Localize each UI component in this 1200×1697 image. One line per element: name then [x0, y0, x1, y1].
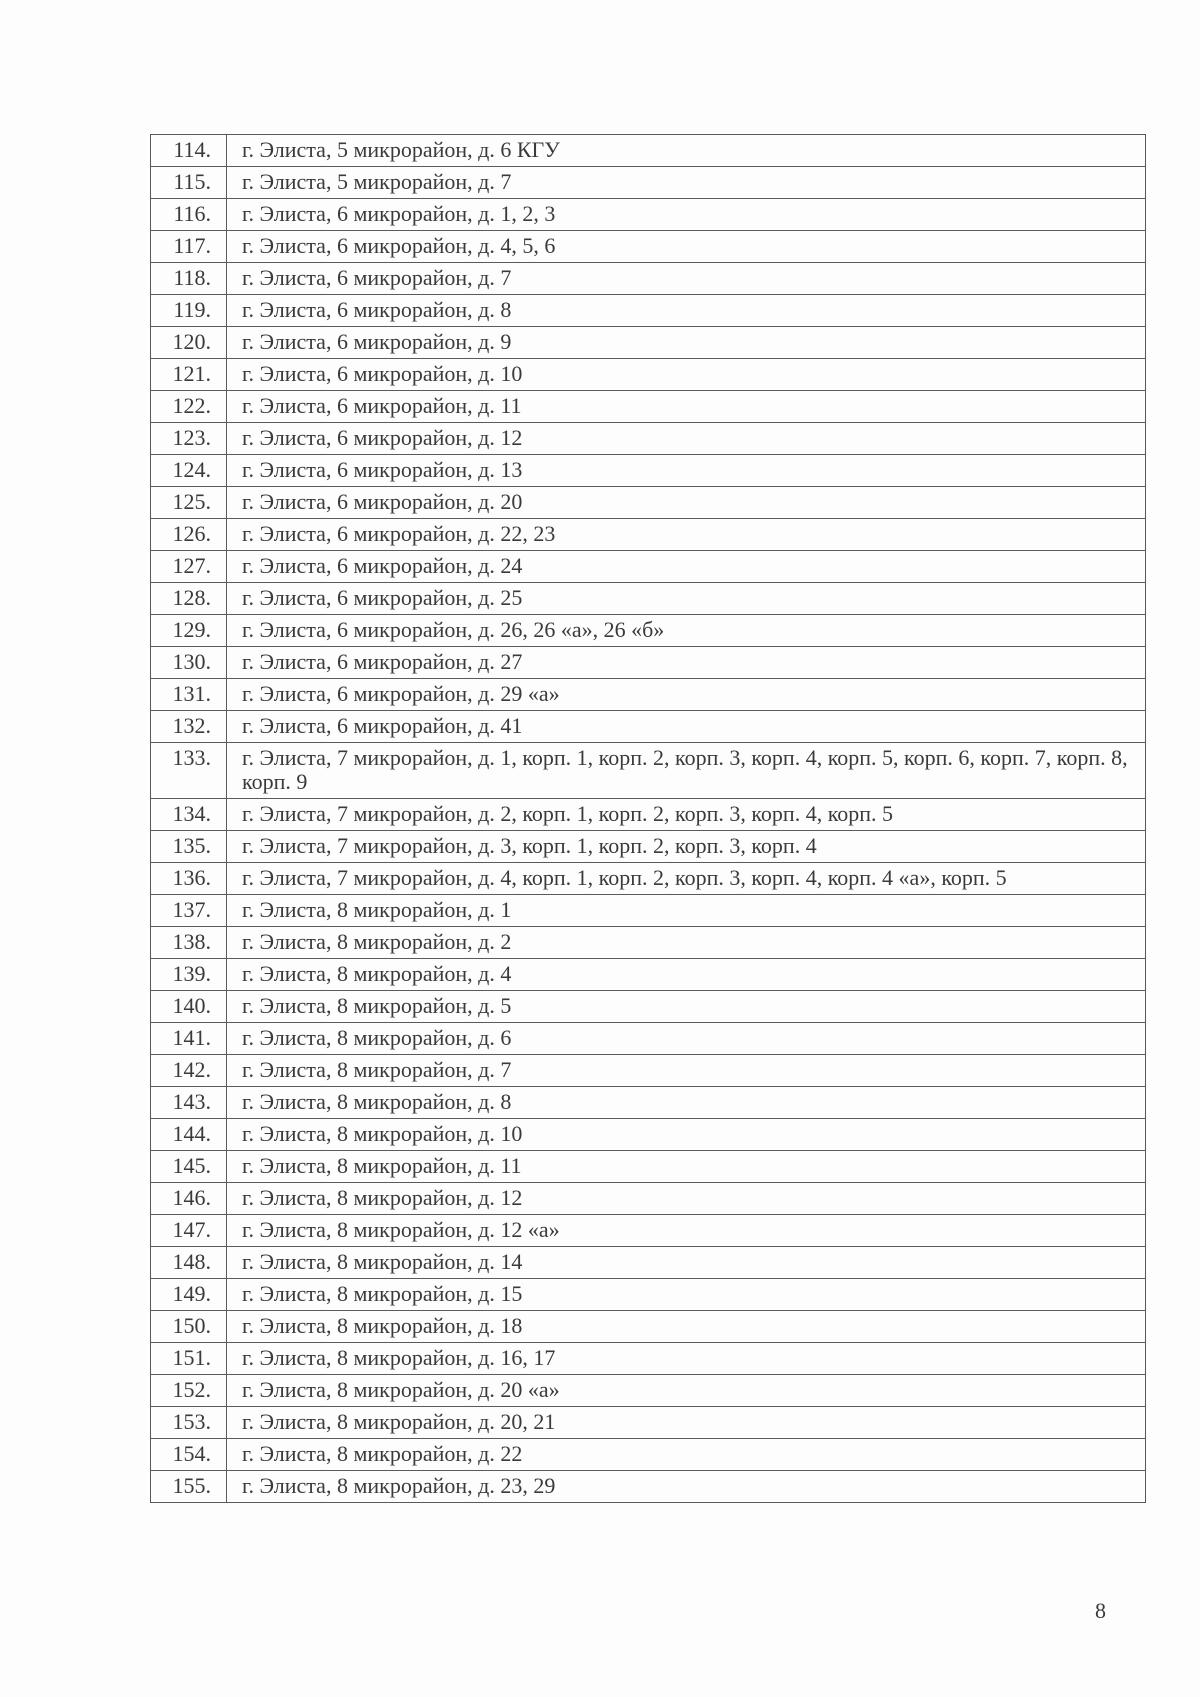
- row-number: 133.: [151, 743, 227, 799]
- table-row: [151, 927, 1146, 959]
- row-number: 145.: [151, 1151, 227, 1183]
- row-address: г. Элиста, 6 микрорайон, д. 11: [227, 391, 1146, 423]
- row-address: г. Элиста, 6 микрорайон, д. 24: [227, 551, 1146, 583]
- row-address: г. Элиста, 6 микрорайон, д. 10: [227, 359, 1146, 391]
- row-number: 128.: [151, 583, 227, 615]
- table-row: [151, 327, 1146, 359]
- row-address: г. Элиста, 8 микрорайон, д. 20, 21: [227, 1407, 1146, 1439]
- row-address: г. Элиста, 6 микрорайон, д. 12: [227, 423, 1146, 455]
- row-address: г. Элиста, 8 микрорайон, д. 6: [227, 1023, 1146, 1055]
- table-row: [151, 1471, 1146, 1503]
- table-row: [151, 1439, 1146, 1471]
- row-address: г. Элиста, 8 микрорайон, д. 12: [227, 1183, 1146, 1215]
- row-number: 152.: [151, 1375, 227, 1407]
- page-number: 8: [1095, 1598, 1106, 1623]
- row-number: 135.: [151, 831, 227, 863]
- row-number: 131.: [151, 679, 227, 711]
- row-number: 121.: [151, 359, 227, 391]
- row-number: 127.: [151, 551, 227, 583]
- row-number: 123.: [151, 423, 227, 455]
- row-address: г. Элиста, 6 микрорайон, д. 1, 2, 3: [227, 199, 1146, 231]
- table-row: [151, 991, 1146, 1023]
- table-row: [151, 1151, 1146, 1183]
- address-table: [150, 134, 1146, 1503]
- table-row: [151, 231, 1146, 263]
- table-row: [151, 423, 1146, 455]
- table-row: [151, 711, 1146, 743]
- row-address: г. Элиста, 7 микрорайон, д. 1, корп. 1, корп. 2, корп. 3, корп. 4, корп. 5, корп. 6, корп. 7, корп. 8, корп. 9: [227, 743, 1146, 799]
- row-number: 124.: [151, 455, 227, 487]
- row-number: 115.: [151, 167, 227, 199]
- table-row: [151, 1087, 1146, 1119]
- row-address: г. Элиста, 7 микрорайон, д. 2, корп. 1, корп. 2, корп. 3, корп. 4, корп. 5: [227, 799, 1146, 831]
- row-number: 136.: [151, 863, 227, 895]
- row-address: г. Элиста, 5 микрорайон, д. 6 КГУ: [227, 135, 1146, 167]
- table-row: [151, 359, 1146, 391]
- table-row: [151, 1055, 1146, 1087]
- table-row: [151, 743, 1146, 799]
- row-address: г. Элиста, 8 микрорайон, д. 2: [227, 927, 1146, 959]
- table-row: [151, 959, 1146, 991]
- row-number: 139.: [151, 959, 227, 991]
- table-row: [151, 863, 1146, 895]
- table-row: [151, 391, 1146, 423]
- row-address: г. Элиста, 6 микрорайон, д. 4, 5, 6: [227, 231, 1146, 263]
- row-address: г. Элиста, 6 микрорайон, д. 29 «а»: [227, 679, 1146, 711]
- row-address: г. Элиста, 8 микрорайон, д. 4: [227, 959, 1146, 991]
- row-address: г. Элиста, 6 микрорайон, д. 26, 26 «а», 26 «б»: [227, 615, 1146, 647]
- row-address: г. Элиста, 6 микрорайон, д. 13: [227, 455, 1146, 487]
- row-number: 150.: [151, 1311, 227, 1343]
- table-row: [151, 167, 1146, 199]
- table-row: [151, 1023, 1146, 1055]
- table-row: [151, 519, 1146, 551]
- row-number: 120.: [151, 327, 227, 359]
- table-row: [151, 799, 1146, 831]
- row-number: 140.: [151, 991, 227, 1023]
- table-row: [151, 135, 1146, 167]
- table-row: [151, 455, 1146, 487]
- table-row: [151, 647, 1146, 679]
- row-address: г. Элиста, 6 микрорайон, д. 27: [227, 647, 1146, 679]
- row-address: г. Элиста, 6 микрорайон, д. 7: [227, 263, 1146, 295]
- row-number: 134.: [151, 799, 227, 831]
- table-row: [151, 1215, 1146, 1247]
- row-number: 129.: [151, 615, 227, 647]
- row-address: г. Элиста, 6 микрорайон, д. 25: [227, 583, 1146, 615]
- row-address: г. Элиста, 8 микрорайон, д. 12 «а»: [227, 1215, 1146, 1247]
- row-address: г. Элиста, 8 микрорайон, д. 8: [227, 1087, 1146, 1119]
- table-row: [151, 583, 1146, 615]
- row-address: г. Элиста, 8 микрорайон, д. 18: [227, 1311, 1146, 1343]
- row-number: 137.: [151, 895, 227, 927]
- table-row: [151, 295, 1146, 327]
- row-address: г. Элиста, 8 микрорайон, д. 22: [227, 1439, 1146, 1471]
- table-row: [151, 263, 1146, 295]
- row-number: 144.: [151, 1119, 227, 1151]
- table-row: [151, 679, 1146, 711]
- row-address: г. Элиста, 8 микрорайон, д. 20 «а»: [227, 1375, 1146, 1407]
- row-address: г. Элиста, 8 микрорайон, д. 7: [227, 1055, 1146, 1087]
- row-number: 141.: [151, 1023, 227, 1055]
- table-row: [151, 1279, 1146, 1311]
- table-row: [151, 1183, 1146, 1215]
- table-row: [151, 199, 1146, 231]
- table-row: [151, 487, 1146, 519]
- row-address: г. Элиста, 5 микрорайон, д. 7: [227, 167, 1146, 199]
- row-number: 155.: [151, 1471, 227, 1503]
- row-address: г. Элиста, 8 микрорайон, д. 10: [227, 1119, 1146, 1151]
- table-row: [151, 1311, 1146, 1343]
- row-address: г. Элиста, 8 микрорайон, д. 15: [227, 1279, 1146, 1311]
- row-address: г. Элиста, 6 микрорайон, д. 22, 23: [227, 519, 1146, 551]
- row-number: 114.: [151, 135, 227, 167]
- row-number: 143.: [151, 1087, 227, 1119]
- row-number: 117.: [151, 231, 227, 263]
- row-number: 147.: [151, 1215, 227, 1247]
- table-row: [151, 1343, 1146, 1375]
- row-number: 138.: [151, 927, 227, 959]
- table-row: [151, 1119, 1146, 1151]
- row-number: 126.: [151, 519, 227, 551]
- row-address: г. Элиста, 8 микрорайон, д. 11: [227, 1151, 1146, 1183]
- row-address: г. Элиста, 8 микрорайон, д. 1: [227, 895, 1146, 927]
- row-number: 142.: [151, 1055, 227, 1087]
- row-number: 118.: [151, 263, 227, 295]
- row-number: 154.: [151, 1439, 227, 1471]
- row-address: г. Элиста, 8 микрорайон, д. 23, 29: [227, 1471, 1146, 1503]
- table-row: [151, 1247, 1146, 1279]
- table-row: [151, 551, 1146, 583]
- row-number: 132.: [151, 711, 227, 743]
- row-number: 146.: [151, 1183, 227, 1215]
- table-row: [151, 831, 1146, 863]
- row-address: г. Элиста, 6 микрорайон, д. 9: [227, 327, 1146, 359]
- table-row: [151, 615, 1146, 647]
- row-address: г. Элиста, 6 микрорайон, д. 8: [227, 295, 1146, 327]
- row-number: 148.: [151, 1247, 227, 1279]
- row-address: г. Элиста, 7 микрорайон, д. 4, корп. 1, корп. 2, корп. 3, корп. 4, корп. 4 «а», корп. 5: [227, 863, 1146, 895]
- table-row: [151, 1407, 1146, 1439]
- row-address: г. Элиста, 6 микрорайон, д. 20: [227, 487, 1146, 519]
- address-table-body: [151, 135, 1146, 1503]
- row-number: 119.: [151, 295, 227, 327]
- row-address: г. Элиста, 6 микрорайон, д. 41: [227, 711, 1146, 743]
- row-number: 125.: [151, 487, 227, 519]
- row-number: 130.: [151, 647, 227, 679]
- row-address: г. Элиста, 8 микрорайон, д. 14: [227, 1247, 1146, 1279]
- row-address: г. Элиста, 7 микрорайон, д. 3, корп. 1, корп. 2, корп. 3, корп. 4: [227, 831, 1146, 863]
- row-number: 116.: [151, 199, 227, 231]
- row-address: г. Элиста, 8 микрорайон, д. 5: [227, 991, 1146, 1023]
- row-number: 153.: [151, 1407, 227, 1439]
- table-row: [151, 895, 1146, 927]
- row-number: 149.: [151, 1279, 227, 1311]
- table-row: [151, 1375, 1146, 1407]
- row-number: 151.: [151, 1343, 227, 1375]
- row-address: г. Элиста, 8 микрорайон, д. 16, 17: [227, 1343, 1146, 1375]
- row-number: 122.: [151, 391, 227, 423]
